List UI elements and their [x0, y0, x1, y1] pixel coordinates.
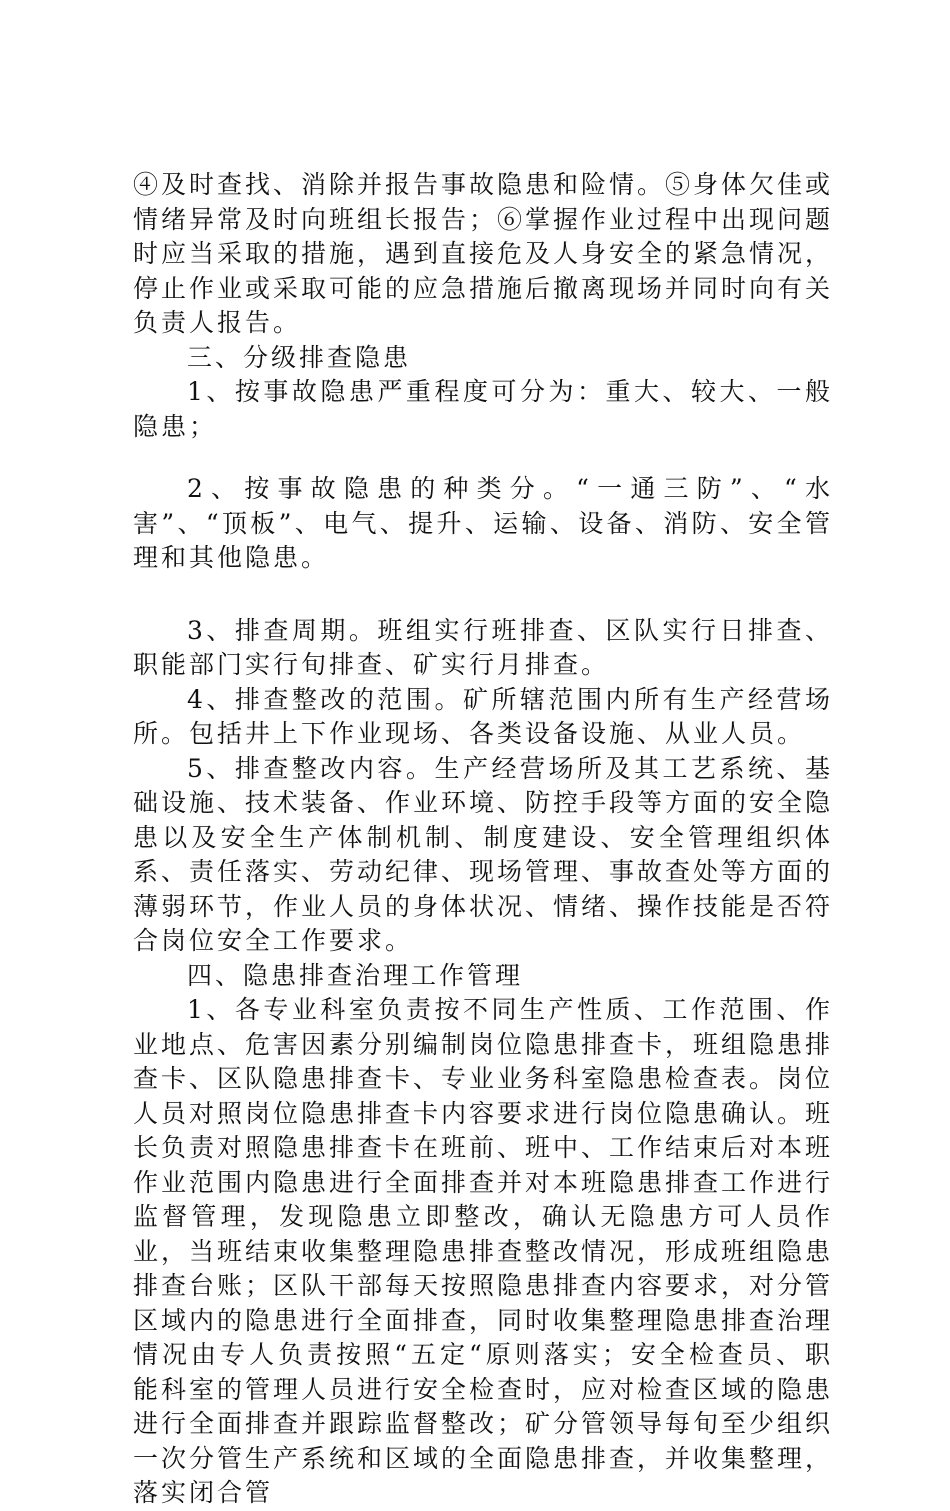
paragraph-3-2: 2、按事故隐患的种类分。“一通三防”、“水害”、“顶板”、电气、提升、运输、设备、消防、安全管理和其他隐患。: [133, 474, 833, 572]
paragraph-4-1: 1、各专业科室负责按不同生产性质、工作范围、作业地点、危害因素分别编制岗位隐患排查卡，班组隐患排查卡、区队隐患排查卡、专业业务科室隐患检查表。岗位人员对照岗位隐患排查卡内容要求进行岗位隐患确认。班长负责对照隐患排查卡在班前、班中、工作结束后对本班作业范围内隐患进行全面排查并对本班隐患排查工作进行监督管理，发现隐患立即整改，确认无隐患方可人员作业，当班结束收集整理隐患排查整改情况，形成班组隐患排查台账；区队干部每天按照隐患排查内容要求，对分管区域内的隐患进行全面排查，同时收集整理隐患排查治理情况由专人负责按照“五定“原则落实；安全检查员、职能科室的管理人员进行安全检查时，应对检查区域的隐患进行全面排查并跟踪监督整改；矿分管领导每旬至少组织一次分管生产系统和区域的全面隐患排查，并收集整理，落实闭合管: [133, 995, 834, 1507]
document-body: [133, 168, 833, 1511]
paragraph-duties-continued: ④及时查找、消除并报告事故隐患和险情。⑤身体欠佳或情绪异常及时向班组长报告；⑥掌握作业过程中出现问题时应当采取的措施，遇到直接危及人身安全的紧急情况，停止作业或采取可能的应急措施后撤离现场并同时向有关负责人报告。: [133, 170, 834, 337]
section-heading-4: 四、隐患排查治理工作管理: [187, 960, 524, 990]
paragraph-3-3: 3、排查周期。班组实行班排查、区队实行日排查、职能部门实行旬排查、矿实行月排查。: [133, 615, 833, 679]
paragraph-3-4: 4、排查整改的范围。矿所辖范围内所有生产经营场所。包括井上下作业现场、各类设备设施、从业人员。: [133, 684, 833, 748]
section-heading-3: 三、分级排查隐患: [187, 342, 412, 372]
paragraph-3-1: 1、按事故隐患严重程度可分为：重大、较大、一般隐患；: [133, 377, 833, 441]
paragraph-3-5: 5、排查整改内容。生产经营场所及其工艺系统、基础设施、技术装备、作业环境、防控手段等方面的安全隐患以及安全生产体制机制、制度建设、安全管理组织体系、责任落实、劳动纪律、现场管理、事故查处等方面的薄弱环节，作业人员的身体状况、情绪、操作技能是否符合岗位安全工作要求。: [133, 753, 834, 955]
